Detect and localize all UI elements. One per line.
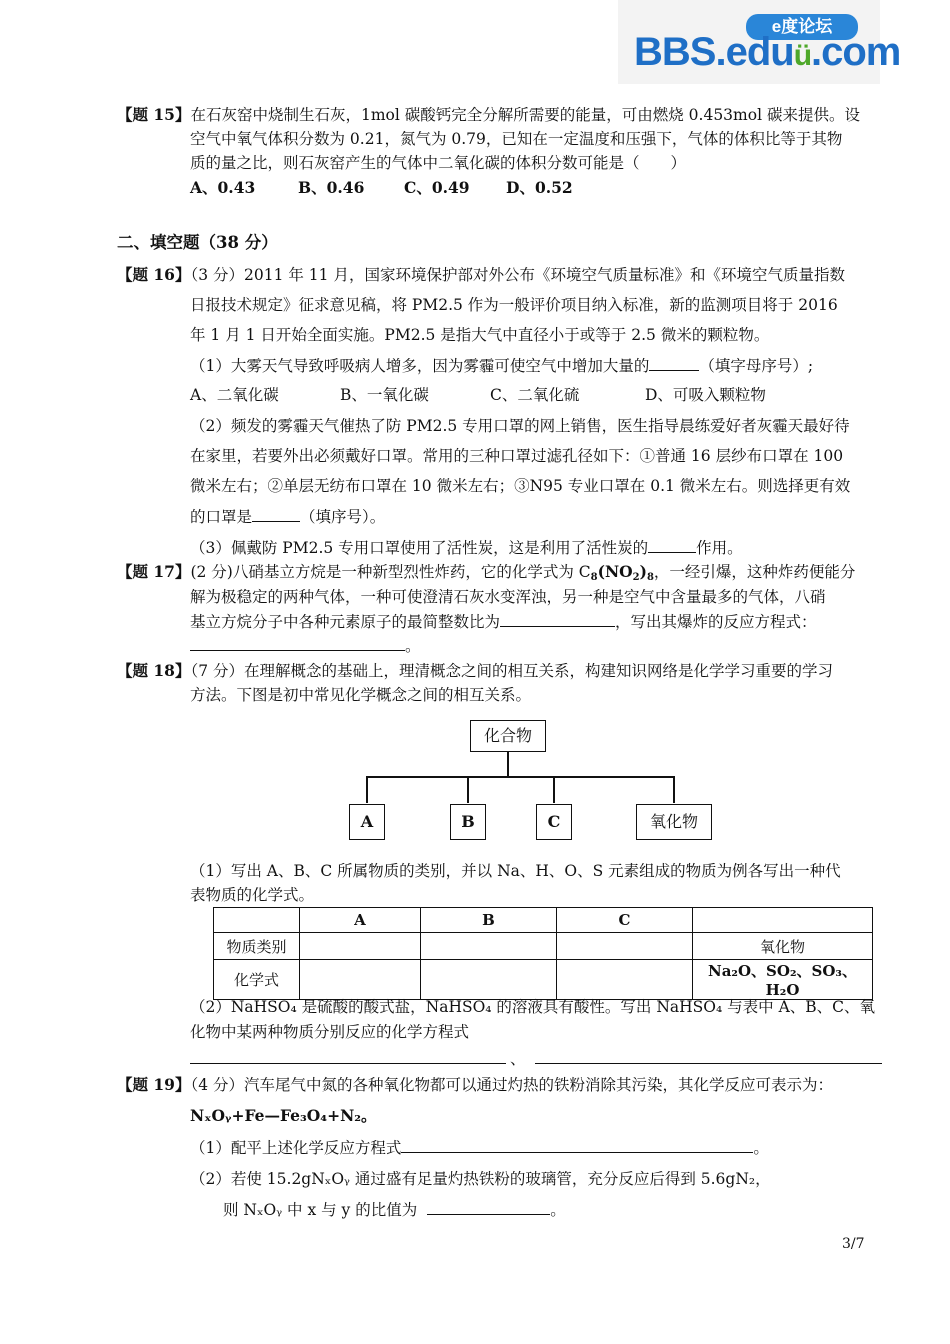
table-cell: 氧化物 bbox=[693, 933, 873, 960]
q19-blank2[interactable] bbox=[427, 1198, 550, 1215]
table-header-c: C bbox=[557, 908, 693, 933]
q18-line2: 方法。下图是初中常见化学概念之间的相互关系。 bbox=[190, 686, 532, 704]
table-cell-input[interactable] bbox=[300, 933, 421, 960]
q17-text3: 基立方烷分子中各种元素原子的最简整数比为 bbox=[190, 613, 501, 631]
q19-part1-text: （1）配平上述化学反应方程式 bbox=[190, 1139, 402, 1157]
q18-text1: （7 分）在理解概念的基础上，理清概念之间的相互关系，构建知识网络是化学学习重要的学习 bbox=[190, 662, 834, 680]
q18-part1-line1: （1）写出 A、B、C 所属物质的类别，并以 Na、H、O、S 元素组成的物质为例各写出一种代 bbox=[190, 862, 841, 880]
diagram-connector-oxide bbox=[673, 776, 675, 803]
table-row bbox=[214, 960, 873, 1000]
q19-line1 bbox=[117, 1074, 833, 1096]
q16-part2-text: 的口罩是 bbox=[190, 508, 253, 526]
q16-option-c: C、二氧化硫 bbox=[490, 386, 580, 404]
q16-line1 bbox=[117, 264, 845, 286]
q15-option-d: D、0.52 bbox=[506, 178, 573, 197]
q18-table bbox=[213, 907, 873, 1000]
q17-formula-sub8b: 8 bbox=[646, 572, 654, 583]
logo-brand: BBS.edu bbox=[634, 30, 794, 74]
q17-text1b: ，一经引爆，这种炸药便能分 bbox=[653, 563, 856, 581]
q16-blank2[interactable] bbox=[252, 505, 300, 522]
q19-part1 bbox=[190, 1136, 769, 1159]
q17-line1 bbox=[117, 561, 855, 583]
q16-part2-line3: 微米左右；②单层无纺布口罩在 10 微米左右；③N95 专业口罩在 0.1 微米左右。则选择更有效 bbox=[190, 477, 851, 495]
q19-tag: 【题 19】 bbox=[117, 1075, 191, 1094]
site-logo[interactable] bbox=[634, 30, 900, 75]
page-number: 3/7 bbox=[842, 1236, 865, 1252]
q16-part3-text: （3）佩戴防 PM2.5 专用口罩使用了活性炭，这是利用了活性炭的 bbox=[190, 539, 649, 557]
table-header-cell bbox=[693, 908, 873, 933]
q15-line2: 空气中氧气体积分数为 0.21，氮气为 0.79，已知在一定温度和压强下，气体的体积比等于其物 bbox=[190, 130, 843, 148]
q17-formula: $_8(NO_2)_8$ bbox=[590, 562, 654, 583]
diagram-connector-c bbox=[553, 776, 555, 803]
q15-text1: 在石灰窑中烧制生石灰，1mol 碳酸钙完全分解所需要的能量，可由燃烧 0.453mol 碳来提供。设 bbox=[190, 106, 860, 124]
diagram-connector-horizontal bbox=[366, 776, 674, 778]
q16-text1: （3 分）2011 年 11 月，国家环境保护部对外公布《环境空气质量标准》和《环境空气质量指数 bbox=[190, 266, 845, 284]
q18-blank-separator: 、 bbox=[510, 1050, 526, 1068]
table-row-label: 物质类别 bbox=[214, 933, 300, 960]
diagram-connector-a bbox=[366, 776, 368, 803]
q16-part1 bbox=[190, 354, 813, 377]
q15-line3: 质的量之比，则石灰窑产生的气体中二氧化碳的体积分数可能是（ ） bbox=[190, 154, 687, 172]
diagram-box-oxide: 氧化物 bbox=[636, 804, 712, 840]
table-cell-input[interactable] bbox=[557, 960, 693, 1000]
table-header-a: A bbox=[300, 908, 421, 933]
q18-tag: 【题 18】 bbox=[117, 661, 191, 680]
q19-part2-line2 bbox=[223, 1198, 566, 1221]
q18-part1-line2: 表物质的化学式。 bbox=[190, 886, 315, 904]
q17-text1: (2 分)八硝基立方烷是一种新型烈性炸药，它的化学式为 C bbox=[190, 563, 591, 581]
table-cell-input[interactable] bbox=[421, 960, 557, 1000]
q16-part2-line1: （2）频发的雾霾天气催热了防 PM2.5 专用口罩的网上销售，医生指导晨练爱好者灰霾天最好待 bbox=[190, 417, 850, 435]
table-cell: Na₂O、SO₂、SO₃、H₂O bbox=[693, 960, 873, 1000]
q16-blank1[interactable] bbox=[649, 354, 699, 371]
q19-equation: NₓOᵧ+Fe—Fe₃O₄+N₂。 bbox=[190, 1106, 377, 1125]
q19-part1-end: 。 bbox=[753, 1139, 769, 1157]
q16-option-a: A、二氧化碳 bbox=[190, 386, 279, 404]
q17-line4-end: 。 bbox=[405, 637, 421, 655]
q17-line3 bbox=[190, 610, 817, 633]
logo-badge: e度论坛 bbox=[746, 14, 858, 40]
table-cell-input[interactable] bbox=[421, 933, 557, 960]
diagram-root-box: 化合物 bbox=[470, 720, 546, 752]
q18-blank2[interactable] bbox=[535, 1063, 882, 1064]
q16-line2: 日报技术规定》征求意见稿，将 PM2.5 作为一般评价项目纳入标准，新的监测项目将于 2016 bbox=[190, 296, 838, 314]
table-cell-input[interactable] bbox=[300, 960, 421, 1000]
q17-blank1[interactable] bbox=[500, 610, 615, 627]
q16-tag: 【题 16】 bbox=[117, 265, 191, 284]
q15-option-c: C、0.49 bbox=[404, 178, 470, 197]
logo-brand-mid: ü bbox=[793, 39, 812, 72]
q16-part2-line2: 在家里，若要外出必须戴好口罩。常用的三种口罩过滤孔径如下：①普通 16 层纱布口罩在 100 bbox=[190, 447, 844, 465]
table-header-row bbox=[214, 908, 873, 933]
q17-formula-sub2: 2 bbox=[632, 572, 640, 583]
q16-part2-end: （填序号）。 bbox=[300, 508, 386, 526]
q15-tag: 【题 15】 bbox=[117, 105, 191, 124]
q19-blank1[interactable] bbox=[401, 1136, 753, 1153]
q17-line4 bbox=[190, 634, 421, 657]
diagram-connector-root bbox=[507, 752, 509, 776]
q17-line2: 解为极稳定的两种气体，一种可使澄清石灰水变浑浊，另一种是空气中含量最多的气体，八硝 bbox=[190, 588, 826, 606]
q18-blank1[interactable] bbox=[190, 1063, 506, 1064]
q15-option-a: A、0.43 bbox=[190, 178, 256, 197]
q16-part2-line4 bbox=[190, 505, 385, 528]
q16-line3: 年 1 月 1 日开始全面实施。PM2.5 是指大气中直径小于或等于 2.5 微米的颗粒物。 bbox=[190, 326, 770, 344]
q19-text1: （4 分）汽车尾气中氮的各种氧化物都可以通过灼热的铁粉消除其污染，其化学反应可表示为： bbox=[190, 1076, 834, 1094]
q17-text3-end: ，写出其爆炸的反应方程式： bbox=[615, 613, 817, 631]
table-header-cell bbox=[214, 908, 300, 933]
diagram-box-a: A bbox=[349, 804, 385, 840]
table-header-b: B bbox=[421, 908, 557, 933]
q18-part2-line2: 化物中某两种物质分别反应的化学方程式 bbox=[190, 1023, 470, 1041]
q15-line1 bbox=[117, 104, 860, 126]
section-heading: 二、填空题（38 分） bbox=[117, 233, 278, 252]
q17-blank2[interactable] bbox=[190, 634, 405, 651]
q19-part2-text: 则 NₓOᵧ 中 x 与 y 的比值为 bbox=[223, 1201, 418, 1219]
diagram-box-c: C bbox=[536, 804, 572, 840]
logo-brand-end: .com bbox=[811, 30, 901, 74]
diagram-box-b: B bbox=[450, 804, 486, 840]
table-row-label: 化学式 bbox=[214, 960, 300, 1000]
q18-part2-line1: （2）NaHSO₄ 是硫酸的酸式盐，NaHSO₄ 的溶液具有酸性。写出 NaHSO₄ 与表中 A、B、C、氧 bbox=[190, 998, 876, 1016]
table-cell-input[interactable] bbox=[557, 933, 693, 960]
q15-option-b: B、0.46 bbox=[298, 178, 365, 197]
q19-part2-end: 。 bbox=[550, 1201, 566, 1219]
q16-part3-end: 作用。 bbox=[696, 539, 743, 557]
q16-option-d: D、可吸入颗粒物 bbox=[645, 386, 766, 404]
q17-formula-sub8: 8 bbox=[590, 572, 598, 583]
q16-blank3[interactable] bbox=[648, 536, 696, 553]
q16-part1-end: （填字母序号）; bbox=[699, 357, 814, 375]
q18-line1 bbox=[117, 660, 833, 682]
q17-tag: 【题 17】 bbox=[117, 562, 191, 581]
table-row bbox=[214, 933, 873, 960]
q19-part2-line1: （2）若使 15.2gNₓOᵧ 通过盛有足量灼热铁粉的玻璃管，充分反应后得到 5.6gN₂， bbox=[190, 1170, 771, 1188]
diagram-connector-b bbox=[467, 776, 469, 803]
q16-part3 bbox=[190, 536, 743, 559]
q16-option-b: B、一氧化碳 bbox=[340, 386, 429, 404]
q16-part1-text: （1）大雾天气导致呼吸病人增多，因为雾霾可使空气中增加大量的 bbox=[190, 357, 650, 375]
